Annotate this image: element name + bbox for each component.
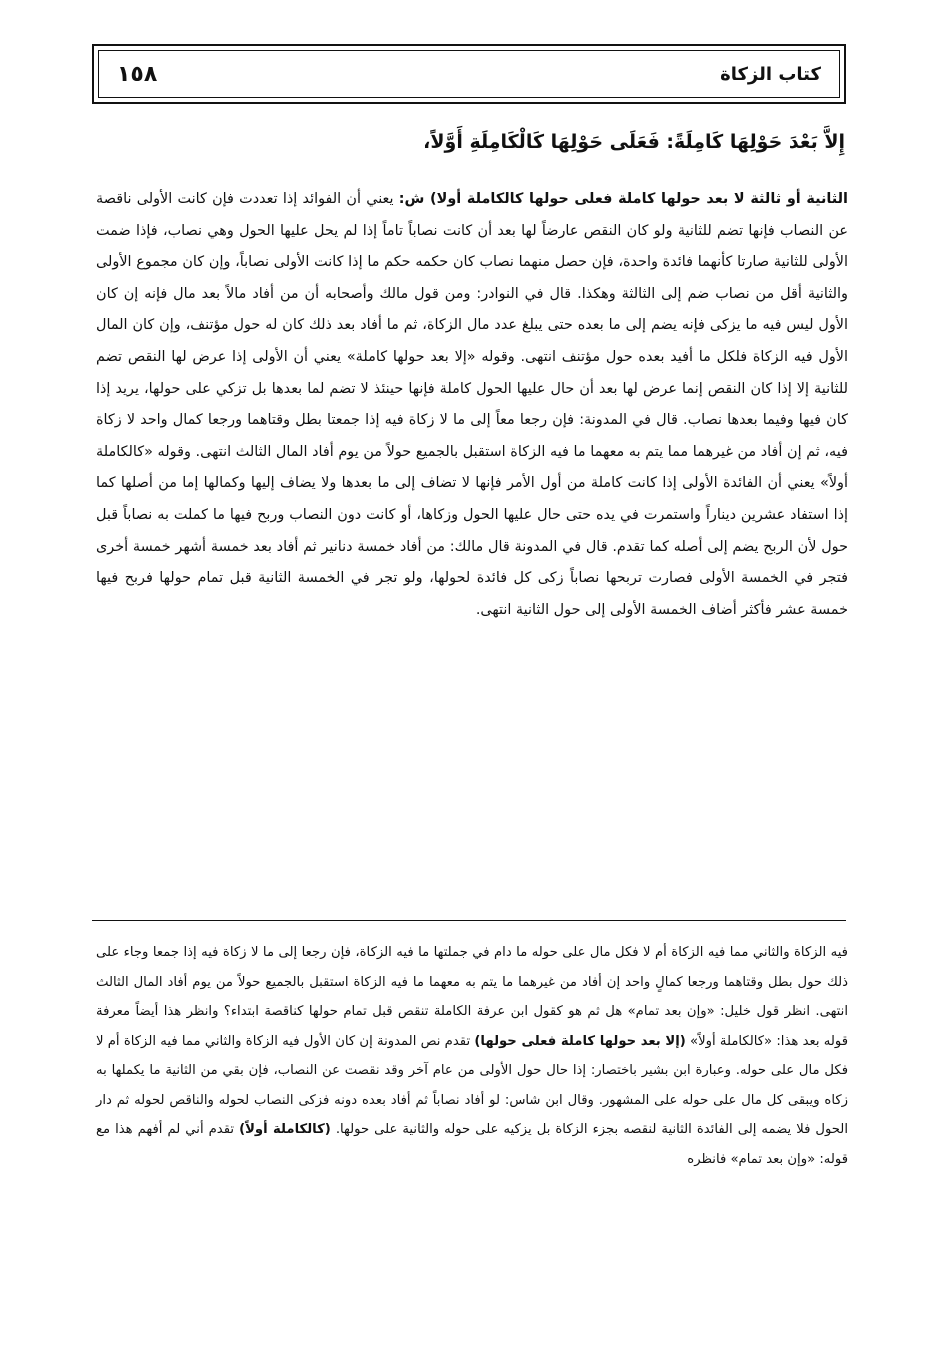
footnote-text-1: فيه الزكاة والثاني مما فيه الزكاة أم لا فكل مال على حوله ما دام في جملتها ما فيه الزكاة، فإن رجعا إلى ما لا زكاة فيه إذا جمعا وجاء على ذلك حول بطل وقتاهما ورجعا كمالٍ واحد إن أفاد من غيرهما ما يتم به معهما ما فيه الزكاة استقبل بالجميع حولاً من يوم أفاد المال الثالث انتهى. انظر قول خليل: «وإن بعد تمام» هل ثم هو كقول ابن عرفة الكاملة تنقص قبل تمام حولها كناقصة ابتداء؟ وانظر هذا أيضاً معرفة قوله بعد هذا: «كالكاملة أولاً» [96, 945, 848, 1049]
footnote-emphasis-2: (كالكاملة أولاً) [239, 1122, 331, 1137]
page-header [92, 44, 846, 104]
page-number: ١٥٨ [117, 61, 158, 87]
commentary-lead: الثانية أو ثالثة لا بعد حولها كاملة فعلى حولها كالكاملة أولا) ش: [398, 191, 848, 207]
commentary-text: يعني أن الفوائد إذا تعددت فإن كانت الأولى ناقصة عن النصاب فإنها تضم للثانية ولو كان النقص عارضاً لها بعد أن كانت نصاباً تاماً إذا لم يحل عليها الحول وهي نصاب، فإذا ضمت الأولى للثانية صارتا كأنهما فائدة واحدة، فإن حصل منهما نصاب كان حكمه حكم ما إذا كانت الأولى نصاباً، وإن كان مجموع الأولى والثانية أقل من نصاب ضم إلى الثالثة وهكذا. قال في النوادر: ومن قول مالك وأصحابه أن من أفاد مالاً بعد مال فإنه إن كان الأول ليس فيه ما يزكى فإنه يضم إلى ما بعده حتى يبلغ عدد مال الزكاة، ثم ما أفاد بعد ذلك كان له حول مؤتنف، وإن كان المال الأول فيه الزكاة فلكل ما أفيد بعده حول مؤتنف انتهى. وقوله «إلا بعد حولها كاملة» يعني أن الأولى إذا عرض لها النقص تضم للثانية إلا إذا كان النقص إنما عرض لها بعد أن حال عليها الحول كاملة فإنها حينئذ لا تضم لما بعدها بل تزكي على حولها، يريد إذا كان فيها وفيما بعدها نصاب. قال في المدونة: فإن رجعا معاً إلى ما لا زكاة فيه إذا جمعتا بطل وقتاهما ورجعا كمال واحد لا زكاة فيه، ثم إن أفاد من غيرهما مما يتم به معهما ما فيه الزكاة استقبل بالجميع حولاً من يوم أفاد المال الثالث انتهى. وقوله «كالكاملة أولاً» يعني أن الفائدة الأولى إذا كانت كاملة من أول الأمر فإنها لا تضاف إلى ما بعدها ولا يضاف إليها وكمالها إما من أصلها كما إذا استفاد عشرين ديناراً واستمرت في يده حتى حال عليها الحول وزكاها، أو كانت دون النصاب وربح فيها ما كملت به نصاباً قبل حول لأن الربح يضم إلى أصله كما تقدم. قال في المدونة قال مالك: من أفاد خمسة دنانير ثم أفاد بعد خمسة أشهر خمسة أخرى فتجر في الخمسة الأولى فصارت تربحها نصاباً زكى كل فائدة لحولها، ولو تجر في الخمسة الثانية قبل تمام حولها فربح فيها خمسة عشر فأكثر أضاف الخمسة الأولى إلى حول الثانية انتهى. [96, 191, 848, 618]
footnote-text-2: تقدم نص المدونة إن كان الأول فيه الزكاة والثاني مما فيه الزكاة أم لا فكل مال على حوله. وعبارة ابن بشير باختصار: إذا حال حول الأولى من عام آخر وقد نقصت عن النصاب، فإن بقي من الثانية ما يكملها به زكاه ويبقى كل مال على حوله على المشهور. وقال ابن شاس: لو أفاد نصاباً ثم أفاد بعده دونه فزكى النصاب لحوله والناقص لحوله ثم دار الحول فلا يضمه إلى الفائدة الثانية لنقصه بجزء الزكاة بل يزكيه على حوله والثانية على حولها. [96, 1033, 848, 1137]
footnote-separator [92, 920, 846, 921]
page-header-inner-frame [98, 50, 840, 98]
running-title: كتاب الزكاة [720, 63, 821, 85]
commentary-body [96, 184, 848, 626]
footnote-emphasis-1: (إلا بعد حولها كاملة فعلى حولها) [474, 1033, 686, 1049]
matn-text: إِلاَّ بَعْدَ حَوْلِهَا كَامِلَةً: فَعَلَى حَوْلِهَا كَالْكَامِلَةِ أَوَّلاً، [423, 131, 845, 153]
footnotes [96, 938, 848, 1174]
footnote-text-3: تقدم أني لم أفهم هذا مع قوله: «وإن بعد تمام» فانظره [96, 1122, 848, 1167]
